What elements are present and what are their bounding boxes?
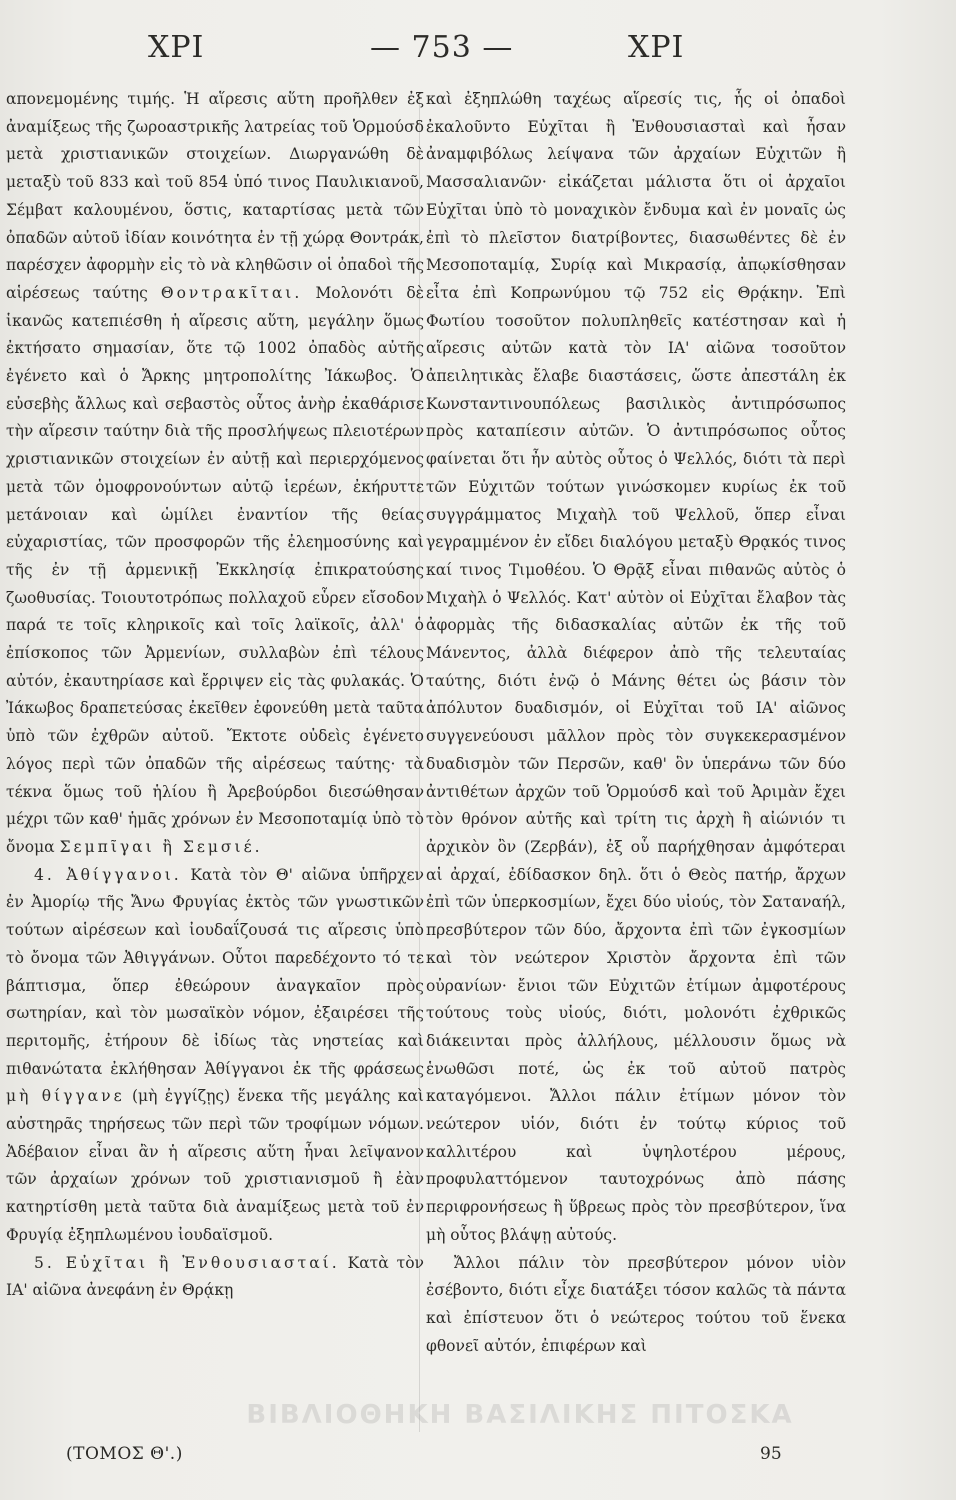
- section-heading-athinganoi: 4. Ἀθίγγανοι.: [34, 865, 182, 884]
- right-paragraph-2: Ἄλλοι πάλιν τὸν πρεσβύτερον μόνον υἱὸν ἐσέβοντο, διότι εἶχε διατάξει τόσον καλῶς τὰ πάντα καὶ ἐπίστευον ὅτι ὁ νεώτερος τούτου τοῦ ἕνεκα φθονεῖ αὐτόν, ἐπιφέρων καὶ: [426, 1253, 846, 1355]
- left-p1-term: Θοντρακῖται.: [160, 283, 303, 302]
- left-p2-text: Κατὰ τὸν Θ' αἰῶνα ὑπῆρχεν ἐν Ἀμορίῳ τῆς Ἄνω Φρυγίας ἐκτὸς τῶν γνωστικῶν τούτων αἱρέσεων καὶ ἰουδαΐζουσά τις αἵρεσις ὑπὸ τὸ ὄνομα τῶν Ἀθιγγάνων. Οὗτοι παρεδέχοντο τό τε βάπτισμα, ὅπερ ἐθεώρουν ἀναγκαῖον πρὸς σωτηρίαν, καὶ τὸν μωσαϊκὸν νόμον, ἐξαιρέσει τῆς περιτομῆς, ἐτήρουν δὲ ἰδίως τὰς νηστείας καὶ πιθανώτατα ἐκλήθησαν Ἀθίγγανοι ἐκ τῆς φράσεως: [6, 865, 424, 1078]
- page-number: — 753 —: [370, 30, 514, 65]
- running-head-right: ΧΡΙ: [628, 30, 685, 65]
- running-head: [0, 30, 956, 74]
- volume-label: (ΤΟΜΟΣ Θ'.): [66, 1444, 183, 1464]
- signature-mark: 95: [760, 1444, 782, 1464]
- left-p2b-text: (μὴ ἐγγίζῃς) ἕνεκα τῆς μεγάλης καὶ αὐστηρᾶς τηρήσεως τῶν περὶ τῶν τροφίμων νόμων. Ἀδέβαιον εἶναι ἂν ἡ αἵρεσις αὕτη ἦναι λεῖψανον τῶν ἀρχαίων χρόνων τοῦ χριστιανισμοῦ ἢ ἐὰν κατηρτίσθη μετὰ ταῦτα διὰ ἀναμίξεως μετὰ τοῦ ἐν Φρυγίᾳ ἐξηπλωμένου ἰουδαϊσμοῦ.: [6, 1087, 424, 1244]
- section-heading-euchites: 5. Εὐχῖται ἢ Ἐνθουσιασταί.: [34, 1253, 340, 1272]
- left-column: [6, 86, 424, 1305]
- left-p2-quote: μὴ θίγγανε: [6, 1087, 125, 1106]
- left-paragraph-1: [6, 86, 424, 862]
- left-paragraph-3: [6, 1250, 424, 1305]
- right-paragraph-1: καὶ ἐξηπλώθη ταχέως αἵρεσίς τις, ἧς οἱ ὀπαδοὶ ἐκαλοῦντο Εὐχῖται ἢ Ἐνθουσιασταὶ καὶ ἦσαν ἀναμφιβόλως λείψανα τῶν ἀρχαίων Εὐχιτῶν ἢ Μασσαλιανῶν· εἰκάζεται μάλιστα ὅτι οἱ ἀρχαῖοι Εὐχῖται ὑπὸ τὸ μοναχικὸν ἔνδυμα καὶ ἐν μοναῖς ὡς ἐπὶ τὸ πλεῖστον διατρίβοντες, διασωθέντες δὲ ἐν Μεσοποταμίᾳ, Συρίᾳ καὶ Μικρασίᾳ, ἀπῳκίσθησαν εἶτα ἐπὶ Κοπρωνύμου τῷ 752 εἰς Θρᾴκην. Ἐπὶ Φωτίου τοσοῦτον πολυπληθεῖς κατέστησαν καὶ ἡ αἵρεσις αὐτῶν κατὰ τὸν ΙΑ' αἰῶνα τοσοῦτον ἀπειλητικὰς ἔλαβε διαστάσεις, ὥστε ἀπεστάλη ἐκ Κωνσταντινουπόλεως βασιλικὸς ἀντιπρόσωπος πρὸς καταπίεσιν αὐτῶν. Ὁ ἀντιπρόσωπος οὗτος φαίνεται ὅτι ἦν αὐτὸς οὗτος ὁ Ψελλός, διότι τὰ περὶ τῶν Εὐχιτῶν τούτων γινώσκομεν κυρίως ἐκ τοῦ συγγράμματος Μιχαὴλ τοῦ Ψελλοῦ, ὅπερ εἶναι γεγραμμένον ἐν εἴδει διαλόγου μεταξὺ Θρᾳκός τινος καί τινος Τιμοθέου. Ὁ Θρᾷξ εἶναι πιθανῶς αὐτὸς ὁ Μιχαὴλ ὁ Ψελλός. Κατ' αὐτὸν οἱ Εὐχῖται ἔλαβον τὰς ἀφορμὰς τῆς διδασκαλίας αὐτῶν ἐκ τῆς τοῦ Μάνεντος, ἀλλὰ διέφερον ἀπὸ τῆς τελευταίας ταύτης, διότι ἐνῷ ὁ Μάνης θέτει ὡς βάσιν τὸν ἀπόλυτον δυαδισμόν, οἱ Εὐχῖται τοῦ ΙΑ' αἰῶνος συγγενεύουσι μᾶλλον πρὸς τὸν συγκεκερασμένον δυαδισμὸν τῶν Περσῶν, καθ' ὃν ὑπεράνω τῶν δύο ἀντιθέτων ἀρχῶν τοῦ Ὁρμούσδ καὶ τοῦ Ἀριμὰν ἔχει τὸν θρόνον αὐτῆς καὶ τρίτη τις ἀρχὴ ἢ αἰώνιόν τι ἀρχικὸν ὂν (Ζερβάν), ἐξ οὗ παρήχθησαν ἀμφότεραι αἱ ἀρχαί, ἐδίδασκον δηλ. ὅτι ὁ Θεὸς πατήρ, ἄρχων ἐπὶ τῶν ὑπερκοσμίων, ἔχει δύο υἱούς, τὸν Σαταναήλ, πρεσβύτερον τῶν δύο, ἄρχοντα ἐπὶ τῶν ἐγκοσμίων καὶ τὸν νεώτερον Χριστὸν ἄρχοντα ἐπὶ τῶν οὐρανίων· ἔνιοι τῶν Εὐχιτῶν ἐτίμων ἀμφοτέρους τούτους τοὺς υἱούς, διότι, μολονότι ἐχθρικῶς διάκεινται πρὸς ἀλλήλους, μέλλουσιν ὅμως νὰ ἑνωθῶσι ποτέ, ὡς ἐκ τοῦ αὐτοῦ πατρὸς καταγόμενοι. Ἄλλοι πάλιν ἐτίμων μόνον τὸν νεώτερον υἱόν, διότι ἐν τούτῳ κύριος τοῦ καλλιτέρου καὶ ὑψηλοτέρου μέρους, προφυλαττόμενον ταυτοχρόνως ἀπὸ πάσης περιφρονήσεως ἢ ὕβρεως πρὸς τὸν πρεσβύτερον, ἵνα μὴ οὗτος βλάψῃ αὐτούς.: [426, 90, 846, 1244]
- left-p3-text: Κατὰ τὸν ΙΑ' αἰῶνα ἀνεφάνη ἐν Θρᾴκῃ: [6, 1253, 424, 1300]
- right-column: [426, 86, 846, 1360]
- left-paragraph-2: [6, 862, 424, 1250]
- left-p1b-text: Μολονότι δὲ ἱκανῶς κατεπιέσθη ἡ αἵρεσις αὕτη, μεγάλην ὅμως ἐκτήσατο σημασίαν, ὅτε τῷ 1002 ὀπαδὸς αὐτῆς ἐγένετο καὶ ὁ Ἄρκης μητροπολίτης Ἰάκωβος. Ὁ εὐσεβὴς ἄλλως καὶ σεβαστὸς οὗτος ἀνὴρ ἐκαθάρισε τὴν αἵρεσιν ταύτην διὰ τῆς προσλήψεως πλειοτέρων χριστιανικῶν στοιχείων ἐν αὐτῇ καὶ περιερχόμενος μετὰ τῶν ὁμοφρονούντων αὐτῷ ἱερέων, ἐκήρυττε μετάνοιαν καὶ ὡμίλει ἐναντίον τῆς θείας εὐχαριστίας, τῶν προσφορῶν τῆς ἐλεημοσύνης καὶ τῆς ἐν τῇ ἀρμενικῇ Ἐκκλησίᾳ ἐπικρατούσης ζωοθυσίας. Τοιουτοτρόπως πολλαχοῦ εὗρεν εἴσοδον παρά τε τοῖς κληρικοῖς καὶ τοῖς λαϊκοῖς, ἀλλ' ὁ ἐπίσκοπος τῶν Ἀρμενίων, συλλαβὼν ἐπὶ τέλους αὐτόν, ἐκαυτηρίασε καὶ ἔρριψεν εἰς τὰς φυλακάς. Ὁ Ἰάκωβος δραπετεύσας ἐκεῖθεν ἐφονεύθη μετὰ ταῦτα ὑπὸ τῶν ἐχθρῶν αὐτοῦ. Ἔκτοτε οὐδεὶς ἐγένετο λόγος περὶ τῶν ὀπαδῶν τῆς αἱρέσεως ταύτης· τὰ τέκνα ὅμως τοῦ ἡλίου ἢ Ἀρεβούρδοι διεσώθησαν μέχρι τῶν καθ' ἡμᾶς χρόνων ἐν Μεσοποταμίᾳ ὑπὸ τὸ ὄνομα: [6, 283, 424, 856]
- running-head-left: ΧΡΙ: [148, 30, 205, 65]
- left-p1-term-2: Σεμπῖγαι ἢ Σεμσιέ.: [59, 837, 263, 856]
- left-p1-text: απονεμομένης τιμής. Ἡ αἵρεσις αὕτη προῆλθεν ἐξ ἀναμίξεως τῆς ζωροαστρικῆς λατρείας τοῦ Ὁρμούσδ μετὰ χριστιανικῶν στοιχείων. Διωργανώθη δὲ μεταξὺ τοῦ 833 καὶ τοῦ 854 ὑπό τινος Παυλικιανοῦ, Σέμβατ καλουμένου, ὅστις, καταρτίσας μετὰ τῶν ὀπαδῶν αὐτοῦ ἰδίαν κοινότητα ἐν τῇ χώρᾳ Θοντράκ, παρέσχεν ἀφορμὴν εἰς τὸ νὰ κληθῶσιν οἱ ὀπαδοὶ τῆς αἱρέσεως ταύτης: [6, 90, 424, 302]
- library-watermark: ΒΙΒΛΙΟΘΗΚΗ ΒΑΣΙΛΙΚΗΣ ΠΙΤΟΣΚΑ: [246, 1400, 794, 1430]
